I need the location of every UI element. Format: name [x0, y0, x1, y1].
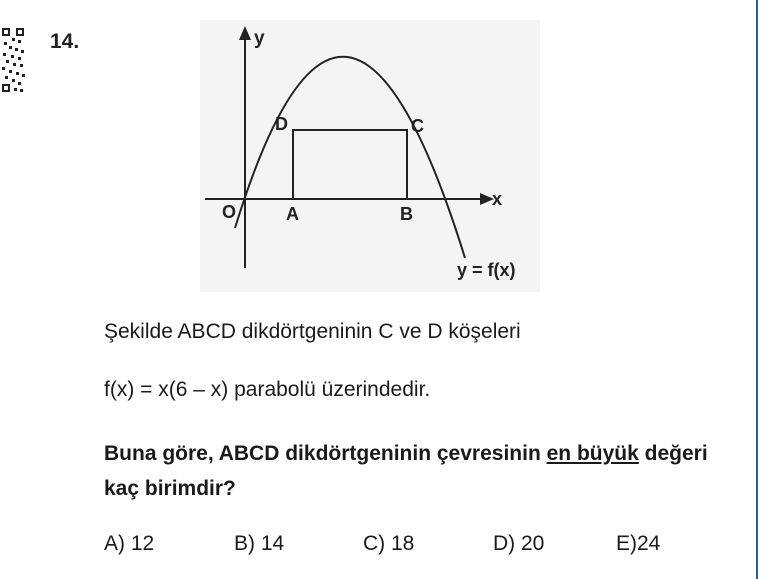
choice-e[interactable]: E)24	[616, 532, 661, 555]
y-axis-label: y	[254, 28, 265, 49]
question-text-line-1: Şekilde ABCD dikdörtgeninin C ve D köşeleri	[104, 320, 521, 343]
curve-label: y = f(x)	[457, 260, 516, 280]
x-axis-label: x	[492, 189, 503, 209]
answer-choices	[104, 532, 724, 560]
origin-label: O	[222, 202, 237, 222]
prompt-before: Buna göre, ABCD dikdörtgeninin çevresinin	[104, 442, 547, 465]
margin-rule	[756, 0, 758, 579]
choice-d[interactable]: D) 20	[493, 532, 545, 555]
point-d-label: D	[275, 114, 288, 134]
point-a-label: A	[286, 204, 299, 224]
choice-a[interactable]: A) 12	[104, 532, 155, 555]
parabola-figure	[200, 20, 540, 292]
question-number: 14.	[50, 30, 80, 53]
prompt-underlined: en büyük	[546, 442, 639, 465]
qr-code-icon	[0, 26, 26, 96]
prompt-after: değeri kaç birimdir?	[104, 442, 708, 500]
point-b-label: B	[400, 204, 413, 224]
question-text-line-2: f(x) = x(6 – x) parabolü üzerindedir.	[104, 378, 431, 401]
choice-b[interactable]: B) 14	[234, 532, 285, 555]
point-c-label: C	[411, 116, 424, 136]
question-prompt	[104, 436, 729, 506]
choice-c[interactable]: C) 18	[363, 532, 415, 555]
